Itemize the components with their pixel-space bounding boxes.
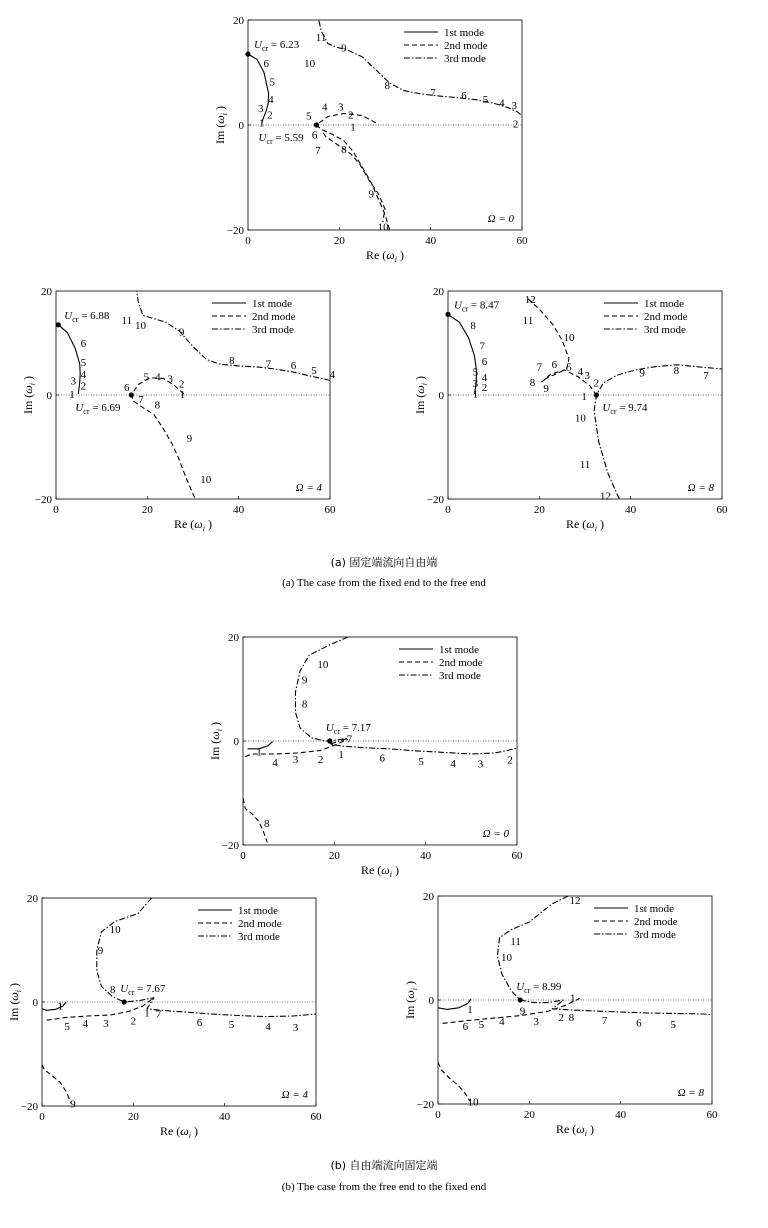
omega-label: Ω = 4 xyxy=(295,482,322,494)
point-label: 2 xyxy=(481,382,488,395)
x-axis-label: Re ($\omega_i$ ) xyxy=(555,1122,595,1138)
point-label: 7 xyxy=(315,145,321,158)
point-label: 1 xyxy=(144,1007,150,1020)
omega-label: Ω = 0 xyxy=(482,828,509,840)
y-tick-label: −20 xyxy=(20,1101,38,1113)
x-tick-label: 40 xyxy=(233,504,245,516)
x-tick-label: 20 xyxy=(533,504,545,516)
ucr-label: $U_{cr} = 6.88$ xyxy=(64,309,110,324)
y-tick-label: −20 xyxy=(426,494,444,506)
caption-b-zh: (b) 自由端流向固定端 xyxy=(330,1159,438,1172)
point-label: 10 xyxy=(134,319,146,332)
x-tick-label: 40 xyxy=(425,235,437,247)
legend-label: 3rd mode xyxy=(634,929,676,941)
series-line-1 xyxy=(58,325,80,394)
y-tick-label: 0 xyxy=(428,995,434,1007)
y-tick-label: −20 xyxy=(221,840,239,852)
point-label: 5 xyxy=(228,1018,235,1031)
y-tick-label: 0 xyxy=(238,120,244,132)
legend xyxy=(212,298,296,336)
critical-point xyxy=(122,999,127,1004)
point-label: 7 xyxy=(601,1014,608,1027)
point-label: 5 xyxy=(418,755,424,768)
ucr-label: $U_{cr} = 9.74$ xyxy=(602,402,648,416)
point-label: 5 xyxy=(269,76,275,89)
point-label: 5 xyxy=(478,1018,485,1031)
y-axis-label: Im ($\omega_i$ ) xyxy=(213,105,229,145)
point-label: 4 xyxy=(272,756,278,769)
point-label: 4 xyxy=(450,757,456,770)
point-label: 8 xyxy=(341,144,347,157)
legend xyxy=(594,903,678,941)
point-label: 11 xyxy=(579,459,591,472)
point-label: 8 xyxy=(263,818,270,831)
series-line-1 xyxy=(438,999,471,1009)
omega-label: Ω = 4 xyxy=(281,1089,308,1101)
point-label: 7 xyxy=(703,370,709,383)
point-label: 2 xyxy=(512,118,519,131)
chart-a8 xyxy=(413,286,728,533)
point-label: 2 xyxy=(558,1012,565,1025)
legend-label: 2nd mode xyxy=(644,311,688,323)
point-label: 5 xyxy=(670,1018,676,1031)
point-label: 2 xyxy=(348,109,354,122)
point-label: 1 xyxy=(179,388,186,401)
legend-label: 3rd mode xyxy=(644,324,686,336)
point-label: 9 xyxy=(186,433,193,446)
point-label: 8 xyxy=(568,1012,575,1025)
point-label: 6 xyxy=(124,382,130,395)
critical-point xyxy=(56,322,61,327)
legend-label: 1st mode xyxy=(644,298,685,310)
y-tick-label: 0 xyxy=(438,390,444,402)
x-tick-label: 0 xyxy=(445,504,451,516)
point-label: 6 xyxy=(636,1017,642,1030)
x-axis-label: Re ($\omega_i$ ) xyxy=(173,517,213,533)
legend-label: 3rd mode xyxy=(238,931,280,943)
point-label: 5 xyxy=(305,110,312,123)
ucr-label: $U_{cr} = 5.59$ xyxy=(258,132,304,146)
point-label: 2 xyxy=(130,1015,137,1028)
series-line-3 xyxy=(97,898,316,1020)
legend-label: 1st mode xyxy=(439,644,480,656)
x-tick-label: 60 xyxy=(511,850,523,862)
point-label: 1 xyxy=(569,992,576,1005)
point-label: 7 xyxy=(155,1008,162,1021)
legend-label: 1st mode xyxy=(252,298,293,310)
x-tick-label: 0 xyxy=(53,504,59,516)
caption-a-en: (a) The case from the fixed end to the free end xyxy=(282,577,486,589)
point-label: 3 xyxy=(477,758,484,771)
point-label: 6 xyxy=(290,359,297,372)
point-label: 7 xyxy=(536,361,543,374)
plots-layer xyxy=(7,10,728,1141)
legend-label: 2nd mode xyxy=(444,40,488,52)
y-axis-label: Im ($\omega_i$ ) xyxy=(21,375,37,415)
point-label: 6 xyxy=(461,90,467,103)
point-label: 8 xyxy=(301,698,308,711)
point-label: 10 xyxy=(574,412,586,425)
x-tick-label: 60 xyxy=(310,1111,322,1123)
point-label: 7 xyxy=(138,394,144,407)
x-tick-label: 0 xyxy=(39,1111,45,1123)
omega-label: Ω = 8 xyxy=(677,1087,704,1099)
point-label: 2 xyxy=(178,378,185,391)
legend xyxy=(399,644,483,682)
point-label: 10 xyxy=(200,474,212,487)
y-tick-label: 20 xyxy=(41,286,52,298)
y-tick-label: 20 xyxy=(423,891,434,903)
y-tick-label: 20 xyxy=(233,15,244,27)
legend-label: 3rd mode xyxy=(439,670,481,682)
point-label: 4 xyxy=(329,369,336,382)
point-label: 4 xyxy=(481,371,488,384)
point-label: 4 xyxy=(265,1020,271,1033)
legend-label: 1st mode xyxy=(634,903,675,915)
ucr-label: $U_{cr} = 7.67$ xyxy=(120,983,166,997)
critical-point xyxy=(594,392,599,397)
series-line-3 xyxy=(497,896,712,1018)
x-tick-label: 60 xyxy=(516,235,528,247)
series-line-3 xyxy=(317,10,523,116)
point-label: 5 xyxy=(64,1020,70,1033)
point-label: 7 xyxy=(346,733,353,746)
y-tick-label: 20 xyxy=(27,893,38,905)
critical-point xyxy=(245,52,250,57)
chart-b8 xyxy=(403,891,718,1138)
point-label: 7 xyxy=(430,86,436,99)
y-tick-label: 0 xyxy=(233,736,239,748)
point-label: 4 xyxy=(80,369,87,382)
point-label: 4 xyxy=(499,1015,505,1028)
ucr-label: $U_{cr} = 6.69$ xyxy=(75,402,121,416)
point-label: 5 xyxy=(472,366,479,379)
chart-a4 xyxy=(21,286,336,533)
point-label: 11 xyxy=(315,31,327,44)
point-label: 8 xyxy=(110,984,116,996)
legend xyxy=(198,905,282,943)
point-label: 7 xyxy=(265,358,272,371)
point-label: 3 xyxy=(292,754,299,767)
legend-label: 1st mode xyxy=(444,27,485,39)
point-label: 3 xyxy=(258,103,264,116)
point-label: 9 xyxy=(639,367,645,380)
point-label: 6 xyxy=(462,1021,469,1033)
critical-point xyxy=(518,997,523,1002)
x-tick-label: 0 xyxy=(245,235,251,247)
point-label: 2 xyxy=(507,754,513,767)
legend-label: 3rd mode xyxy=(444,53,486,65)
legend-label: 2nd mode xyxy=(634,916,678,928)
x-tick-label: 40 xyxy=(625,504,637,516)
point-label: 3 xyxy=(70,375,77,388)
point-label: 10 xyxy=(304,58,316,71)
point-label: 8 xyxy=(470,319,476,332)
point-label: 4 xyxy=(321,101,328,114)
point-label: 1 xyxy=(581,391,587,404)
point-label: 10 xyxy=(377,221,389,234)
critical-point xyxy=(314,122,319,127)
chart-b4 xyxy=(7,893,322,1140)
legend-label: 2nd mode xyxy=(439,657,483,669)
point-label: 4 xyxy=(577,366,584,379)
point-label: 6 xyxy=(263,58,270,71)
point-label: 10 xyxy=(467,1096,479,1109)
x-tick-label: 40 xyxy=(615,1109,627,1121)
point-label: 1 xyxy=(338,749,344,761)
x-tick-label: 20 xyxy=(328,850,340,862)
x-tick-label: 60 xyxy=(716,504,728,516)
y-axis-label: Im ($\omega_i$ ) xyxy=(208,721,224,761)
x-axis-label: Re ($\omega_i$ ) xyxy=(365,248,405,264)
point-label: 10 xyxy=(317,659,329,672)
ucr-label: $U_{cr} = 7.17$ xyxy=(325,722,371,736)
x-tick-label: 20 xyxy=(333,235,345,247)
point-label: 6 xyxy=(196,1016,203,1029)
caption-a-zh: (a) 固定端流向自由端 xyxy=(330,556,438,569)
point-label: 5 xyxy=(80,357,87,370)
point-label: 9 xyxy=(543,383,549,396)
point-label: 5 xyxy=(311,365,317,378)
point-label: 6 xyxy=(551,358,558,371)
point-label: 2 xyxy=(593,377,600,390)
series-line-3 xyxy=(296,637,518,754)
point-label: 12 xyxy=(524,293,536,306)
x-tick-label: 40 xyxy=(219,1111,231,1123)
point-label: 8 xyxy=(529,377,536,389)
point-label: 10 xyxy=(563,331,575,344)
point-label: 7 xyxy=(479,340,485,353)
point-label: 8 xyxy=(673,365,680,378)
point-label: 4 xyxy=(499,97,505,110)
legend-label: 1st mode xyxy=(238,905,279,917)
critical-point xyxy=(327,738,332,743)
point-label: 11 xyxy=(522,315,534,328)
y-tick-label: 20 xyxy=(433,286,444,298)
x-tick-label: 0 xyxy=(435,1109,441,1121)
legend-label: 2nd mode xyxy=(238,918,282,930)
x-tick-label: 20 xyxy=(127,1111,139,1123)
point-label: 2 xyxy=(267,109,273,122)
y-tick-label: 0 xyxy=(46,390,52,402)
y-tick-label: 20 xyxy=(228,632,239,644)
point-label: 1 xyxy=(256,746,262,759)
point-label: 1 xyxy=(472,388,479,401)
series-line-3 xyxy=(594,365,722,499)
point-label: 1 xyxy=(258,117,265,130)
omega-label: Ω = 0 xyxy=(487,213,514,225)
point-label: 3 xyxy=(533,1015,539,1028)
point-label: 9 xyxy=(97,945,104,957)
ucr-label: $U_{cr} = 6.23$ xyxy=(254,39,300,54)
critical-point xyxy=(445,312,450,317)
legend-label: 2nd mode xyxy=(252,311,296,323)
point-label: 3 xyxy=(292,1021,299,1034)
x-tick-label: 40 xyxy=(420,850,432,862)
point-label: 10 xyxy=(501,951,512,964)
point-label: 4 xyxy=(155,371,161,384)
point-label: 8 xyxy=(384,80,391,93)
y-axis-label: Im ($\omega_i$ ) xyxy=(403,980,419,1020)
y-axis-label: Im ($\omega_i$ ) xyxy=(413,375,429,415)
point-label: 8 xyxy=(229,355,235,368)
x-axis-label: Re ($\omega_i$ ) xyxy=(360,863,400,879)
legend xyxy=(604,298,688,336)
point-label: 6 xyxy=(481,356,488,369)
point-label: 11 xyxy=(121,315,133,328)
point-label: 1 xyxy=(467,1003,473,1016)
legend-label: 3rd mode xyxy=(252,324,294,336)
point-label: 2 xyxy=(317,754,324,767)
x-tick-label: 20 xyxy=(141,504,153,516)
y-axis-label: Im ($\omega_i$ ) xyxy=(7,982,23,1022)
chart-b0 xyxy=(208,632,523,879)
point-label: 10 xyxy=(109,924,121,937)
point-label: 6 xyxy=(80,338,87,350)
point-label: 11 xyxy=(510,936,521,949)
point-label: 3 xyxy=(584,370,591,383)
legend xyxy=(404,27,488,65)
point-label: 9 xyxy=(368,188,375,201)
point-label: 8 xyxy=(154,399,161,412)
omega-label: Ω = 8 xyxy=(687,482,714,494)
point-label: 3 xyxy=(511,100,517,113)
caption-b-en: (b) The case from the free end to the fixed end xyxy=(281,1181,487,1193)
point-label: 3 xyxy=(472,378,479,391)
x-tick-label: 20 xyxy=(523,1109,535,1121)
ucr-label: $U_{cr} = 8.47$ xyxy=(454,299,500,314)
point-label: 6 xyxy=(379,752,386,765)
point-label: 9 xyxy=(301,674,308,687)
point-label: 1 xyxy=(350,121,356,134)
y-tick-label: −20 xyxy=(416,1099,434,1111)
point-label: 2 xyxy=(80,380,87,393)
point-label: 12 xyxy=(600,490,612,503)
x-tick-label: 60 xyxy=(706,1109,718,1121)
point-label: 9 xyxy=(178,326,185,339)
point-label: 1 xyxy=(69,388,75,401)
point-label: 5 xyxy=(143,371,150,384)
point-label: 3 xyxy=(167,373,173,386)
ucr-label: $U_{cr} = 8.99$ xyxy=(516,981,562,995)
point-label: 4 xyxy=(268,93,274,106)
point-label: 3 xyxy=(103,1017,109,1030)
x-axis-label: Re ($\omega_i$ ) xyxy=(565,517,605,533)
x-axis-label: Re ($\omega_i$ ) xyxy=(159,1124,199,1140)
chart-a0 xyxy=(213,10,528,265)
x-tick-label: 0 xyxy=(240,850,246,862)
point-label: 6 xyxy=(311,129,318,142)
point-label: 9 xyxy=(70,1098,76,1111)
x-tick-label: 60 xyxy=(324,504,336,516)
y-tick-label: 0 xyxy=(32,997,38,1009)
point-label: 5 xyxy=(482,93,489,106)
point-label: 3 xyxy=(337,101,344,114)
point-label: 4 xyxy=(82,1017,89,1030)
point-label: 1 xyxy=(57,1000,64,1013)
y-tick-label: −20 xyxy=(226,225,244,237)
point-label: 9 xyxy=(519,1005,526,1018)
point-label: 12 xyxy=(569,895,581,908)
y-tick-label: −20 xyxy=(34,494,52,506)
point-label: 9 xyxy=(341,42,347,55)
point-label: 5 xyxy=(566,361,572,374)
